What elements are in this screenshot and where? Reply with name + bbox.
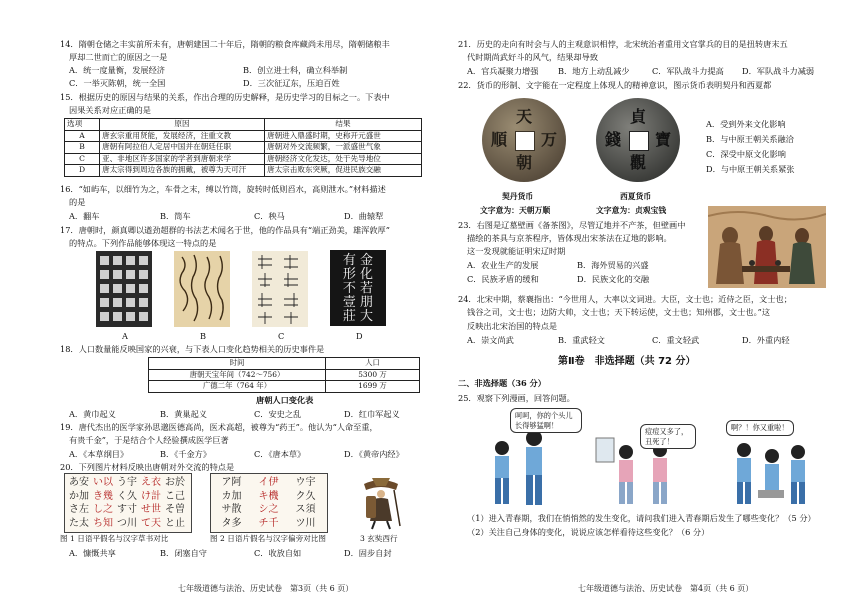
q18-option-d[interactable]: D．红巾军起义: [344, 409, 400, 419]
q14-option-d[interactable]: D．三次征辽东，压迫百姓: [243, 78, 340, 88]
kana-cell: チ千: [258, 517, 279, 529]
q16-stem-line1: 16．“如屿车，以细竹为之，车骨之末，缚以竹筒，旋转时低则舀水，高则泄水。”材料描述: [60, 184, 386, 194]
q24-stem-line3: 反映出北宋治国的特点是: [467, 321, 558, 331]
q17-stem-line2: 的特点。下列作品能够体现这一特点的是: [69, 238, 217, 248]
coin1-name: 契丹货币: [502, 192, 534, 201]
q20-figure2[interactable]: [210, 473, 328, 533]
comic-bubble-2: 痘痘又多了，丑死了！: [640, 424, 696, 449]
kana-cell: あ安: [69, 477, 89, 488]
kana-cell: き幾: [93, 490, 113, 502]
kana-cell: す寸: [117, 504, 137, 515]
coin1-char-right: 万: [540, 130, 557, 149]
table-cell: B: [65, 142, 100, 154]
kana-cell: カ加: [221, 490, 242, 502]
table-row: [65, 142, 422, 154]
kana-cell: く久: [117, 490, 137, 502]
q25-subquestion-2: （2）关注自己身体的变化，说说应该怎样看待这些变化？（6 分）: [467, 527, 710, 537]
table-cell: 5300 万: [326, 369, 420, 381]
q20-stem: 20．下列图片材料反映出唐朝对外交流的特点是: [60, 462, 235, 472]
comic-bubble-3: 啊？！你又重啦！: [726, 420, 794, 436]
kana-cell: と止: [165, 517, 185, 529]
table-cell: D: [65, 165, 100, 177]
xixia-coin-image[interactable]: [596, 98, 680, 182]
q21-option-d[interactable]: D．军队战斗力减弱: [742, 66, 815, 76]
table-cell: 唐太宗得到周边各族的拥戴，被尊为天可汗: [100, 165, 265, 177]
q22-option-d[interactable]: D．与中原王朝关系紧张: [706, 164, 795, 174]
q23-option-b[interactable]: B．海外贸易的兴盛: [577, 260, 649, 270]
q18-table-caption: 唐朝人口变化表: [256, 395, 314, 405]
kana-row: [213, 503, 325, 517]
table-row: [149, 381, 420, 393]
xuanzang-figure-image[interactable]: [350, 470, 412, 532]
calligraphy-a-image[interactable]: [96, 251, 152, 327]
kana-hiragana-grid: [67, 476, 189, 530]
tea-table-icon: [742, 266, 790, 272]
q17-label-c: C: [278, 331, 285, 341]
page-footer-right: 七年级道德与法治、历史试卷 第4页（共 6 页）: [578, 584, 754, 593]
q18-table: [148, 357, 420, 393]
table-row: [149, 369, 420, 381]
page-footer-left: 七年级道德与法治、历史试卷 第3页（共 6 页）: [178, 584, 354, 593]
coin1-char-bottom: 朝: [515, 153, 532, 172]
q21-option-b[interactable]: B．地方上动乱减少: [558, 66, 630, 76]
kana-cell: キ機: [258, 490, 279, 502]
q14-option-b[interactable]: B．创立进士科，确立科举制: [243, 65, 348, 75]
table-row: [149, 358, 420, 370]
kana-row: [67, 490, 189, 504]
q19-stem-line1: 19．唐代杰出的医学家孙思邈医德高尚，医术高超，被尊为“药王”。他认为“人命至重，: [60, 422, 378, 432]
q23-option-d[interactable]: D．民族文化的交融: [577, 274, 650, 284]
q18-header-time: 时间: [149, 358, 326, 370]
table-cell: 广德二年（764 年）: [149, 381, 326, 393]
kana-cell: サ散: [221, 504, 242, 515]
coin2-char-bottom: 觀: [629, 153, 646, 172]
coin1-meaning: 文字意为：天朝万顺: [480, 206, 551, 215]
q16-stem-line2: 的是: [69, 197, 86, 207]
q23-option-a[interactable]: A．农业生产的发展: [467, 260, 539, 270]
q18-option-b[interactable]: B．黄巢起义: [160, 409, 207, 419]
table-cell: 1699 万: [326, 381, 420, 393]
calligraphy-d-image[interactable]: [330, 250, 386, 326]
q23-stem-line3: 这一发现就能证明宋辽时期: [467, 246, 566, 256]
kana-cell: か加: [69, 490, 89, 502]
q14-option-a[interactable]: A．统一度量衡，发展经济: [69, 65, 165, 75]
q22-option-a[interactable]: A．受到外来文化影响: [706, 119, 786, 129]
tea-cup-icon: [749, 260, 755, 266]
kana-cell: ク久: [295, 490, 316, 502]
q24-stem-line1: 24．北宋中期，蔡襄指出：“今世用人，大率以文词进。大臣，文士也；近侍之臣，文士也；: [458, 294, 792, 304]
kana-cell: し之: [93, 504, 113, 515]
kana-cell: そ曽: [165, 504, 185, 515]
q20-option-b[interactable]: B．闭塞自守: [160, 548, 207, 558]
coin1-char-top: 天: [515, 107, 532, 126]
kana-row: [213, 490, 325, 504]
coin2-meaning: 文字意为：贞观宝钱: [596, 206, 667, 215]
table-cell: 唐朝天宝年间（742～756）: [149, 369, 326, 381]
q19-option-a[interactable]: A．《本草纲目》: [69, 449, 129, 459]
tea-cup-icon: [775, 260, 781, 266]
q15-header-cause: 原因: [100, 119, 265, 131]
q15-header-result: 结果: [265, 119, 422, 131]
calligraphy-c-image[interactable]: [252, 251, 308, 327]
q17-label-d: D: [356, 331, 363, 341]
q18-header-population: 人口: [326, 358, 420, 370]
q22-option-b[interactable]: B．与中原王朝关系融洽: [706, 134, 794, 144]
q22-option-c[interactable]: C．深受中原文化影响: [706, 149, 786, 159]
q15-stem-line1: 15．根据历史的原因与结果的关系，作出合理的历史解释，是历史学习的目标之一。下表中: [60, 92, 390, 102]
coin2-char-left: 錢: [604, 130, 621, 149]
q21-option-c[interactable]: C．军队战斗力提高: [652, 66, 724, 76]
q15-stem-line2: 因果关系对应正确的是: [69, 105, 151, 115]
q14-stem-line1: 14．隋朝仓储之丰实前所未有，唐朝建国二十年后，隋朝的粮食库藏尚未用尽，隋朝储粮丰: [60, 39, 390, 49]
q16-option-b[interactable]: B．筒车: [160, 211, 191, 221]
q14-option-c[interactable]: C．一举灭陈朝，统一全国: [69, 78, 166, 88]
q20-caption2: 图 2 日语片假名与汉字偏旁对比图: [210, 534, 326, 543]
kana-row: [67, 476, 189, 490]
q20-option-d[interactable]: D．固步自封: [344, 548, 392, 558]
q20-caption1: 图 1 日语平假名与汉字草书对比: [60, 534, 169, 543]
coin2-name: 西夏货币: [620, 192, 652, 201]
coin1-char-left: 順: [490, 130, 507, 149]
q20-caption3: 3 玄奘西行: [360, 534, 398, 543]
q19-option-b[interactable]: B．《千金方》: [160, 449, 212, 459]
q24-stem-line2: 钱谷之司，文士也；边防大帅，文士也；天下转运使，文士也；知州郡，文士也。”这: [467, 307, 771, 317]
table-cell: 亚、非地区许多国家的学者到唐朝求学: [100, 153, 265, 165]
kana-cell: ち知: [93, 517, 113, 529]
kana-cell: い以: [93, 477, 113, 488]
kana-cell: ツ川: [295, 517, 316, 529]
calligraphy-d-line2: 形 化: [342, 267, 374, 282]
kana-cell: せ世: [141, 504, 161, 515]
coin-square-hole: [629, 131, 649, 151]
kana-row: [213, 476, 325, 490]
table-row: [65, 119, 422, 131]
kana-cell: タ多: [221, 517, 242, 529]
q21-stem-line2: 代时期尚武好斗的风气，结果却导致: [467, 52, 599, 62]
table-cell: 唐朝有阿拉伯人定居中国并在朝廷任职: [100, 142, 265, 154]
table-row: [65, 153, 422, 165]
q21-stem-line1: 21．历史的走向有时会与人的主观意识相悖，北宋统治者重用文官掌兵的目的是扭转唐末五: [458, 39, 788, 49]
kana-row: [67, 503, 189, 517]
q24-option-c[interactable]: C．重文轻武: [652, 335, 700, 345]
q20-option-c[interactable]: C．收放自如: [254, 548, 302, 558]
kana-cell: こ己: [165, 490, 185, 502]
section2-heading: 二、非选择题（36 分）: [458, 378, 546, 388]
table-row: [65, 165, 422, 177]
q21-option-a[interactable]: A．官兵凝聚力增强: [467, 66, 539, 76]
table-cell: C: [65, 153, 100, 165]
q19-option-c[interactable]: C．《唐本草》: [254, 449, 306, 459]
table-cell: 唐朝经济文化发达，处于先导地位: [265, 153, 422, 165]
q25-subquestion-1: （1）进入青春期，我们在悄悄然的发生变化，请问我们进入青春期后发生了哪些变化？（5 分）: [467, 513, 816, 523]
kana-cell: ウ宇: [295, 477, 316, 488]
q20-figure1[interactable]: [64, 473, 192, 533]
table-cell: A: [65, 130, 100, 142]
q20-option-a[interactable]: A．慷慨共享: [69, 548, 116, 558]
kana-cell: ス須: [295, 504, 316, 515]
calligraphy-d-line4: 壹 朋: [342, 295, 374, 310]
q24-option-d[interactable]: D．外重内轻: [742, 335, 790, 345]
q15-header-option: 选项: [65, 119, 100, 131]
coin2-char-right: 寶: [654, 130, 671, 149]
kana-cell: さ左: [69, 504, 89, 515]
coin-square-hole: [515, 131, 535, 151]
kana-cell: え衣: [141, 477, 161, 488]
table-cell: 唐朝对外交流频繁，一派盛世气象: [265, 142, 422, 154]
kana-cell: シ之: [258, 504, 279, 515]
kana-katakana-grid: [213, 476, 325, 530]
q18-option-c[interactable]: C．安史之乱: [254, 409, 302, 419]
q18-stem: 18．人口数量能反映国家的兴衰，与下表人口变化趋势相关的历史事件是: [60, 344, 325, 354]
comic-panel-3: [737, 443, 805, 504]
q24-option-b[interactable]: B．重武轻文: [558, 335, 605, 345]
calligraphy-b-image[interactable]: [174, 251, 230, 327]
q16-option-c[interactable]: C．秧马: [254, 211, 285, 221]
tea-preparation-mural-image[interactable]: [708, 206, 826, 288]
q23-option-c[interactable]: C．民族矛盾的缓和: [467, 274, 539, 284]
calligraphy-d-line1: 有 金: [342, 253, 374, 268]
backpack-icon: [366, 496, 376, 518]
q16-option-d[interactable]: D．曲辕犁: [344, 211, 384, 221]
table-row: [65, 130, 422, 142]
q23-stem-line1: 23．右图是辽墓壁画《备茶图》，尽管辽地并不产茶，但壁画中: [458, 220, 686, 230]
q19-stem-line2: 有贵千金”，于是结合个人经验撰成医学巨著: [69, 435, 229, 445]
coin2-char-top: 貞: [629, 107, 646, 126]
q19-option-d[interactable]: D．《黄帝内经》: [344, 449, 404, 459]
khitan-coin-image[interactable]: [482, 98, 566, 182]
q22-stem: 22．货币的形制、文字能在一定程度上体现人的精神意识，图示货币表明契丹和西夏都: [458, 80, 772, 90]
part2-title: 第Ⅱ卷 非选择题（共 72 分）: [558, 356, 696, 367]
kana-cell: ア阿: [221, 477, 242, 488]
q24-option-a[interactable]: A．崇文尚武: [467, 335, 514, 345]
table-cell: 唐朝进入鼎盛时期，史称开元盛世: [265, 130, 422, 142]
q17-stem-line1: 17．唐朝时，颜真卿以遒劲超群的书法艺术闻名于世，他的作品具有“端正劲美，雄浑敦厚”: [60, 225, 390, 235]
q23-stem-line2: 描绘的茶具与京茶程序，皆体现出宋茶法在辽地的影响。: [467, 233, 672, 243]
kana-cell: た太: [69, 517, 89, 529]
table-cell: 唐太宗击败东突厥，促进民族交融: [265, 165, 422, 177]
table-cell: 唐玄宗重用贤能，发展经济，注重文教: [100, 130, 265, 142]
kana-row: [67, 517, 189, 531]
calligraphy-d-line5: 莊 大: [342, 309, 374, 324]
page-3: [60, 0, 425, 607]
comic-bubble-1: 呵呵，你的个头儿长得够猛啊！: [510, 408, 582, 433]
kana-cell: う宇: [117, 477, 137, 488]
q16-option-a[interactable]: A．翻车: [69, 211, 100, 221]
kana-cell: て天: [141, 517, 161, 529]
page-4: [458, 0, 826, 607]
q15-table: [64, 118, 422, 177]
kana-cell: お於: [165, 477, 185, 488]
kana-cell: イ伊: [258, 477, 279, 488]
kana-row: [213, 517, 325, 531]
kana-cell: け計: [141, 490, 161, 502]
q25-stem: 25．观察下列漫画，回答问题。: [458, 393, 575, 403]
calligraphy-d-line3: 不 若: [342, 281, 374, 296]
q17-label-a: A: [122, 331, 128, 341]
q17-label-b: B: [200, 331, 207, 341]
q14-stem-line2: 厚却二世而亡的原因之一是: [69, 52, 168, 62]
q18-option-a[interactable]: A．黄巾起义: [69, 409, 116, 419]
kana-cell: つ川: [117, 517, 137, 529]
